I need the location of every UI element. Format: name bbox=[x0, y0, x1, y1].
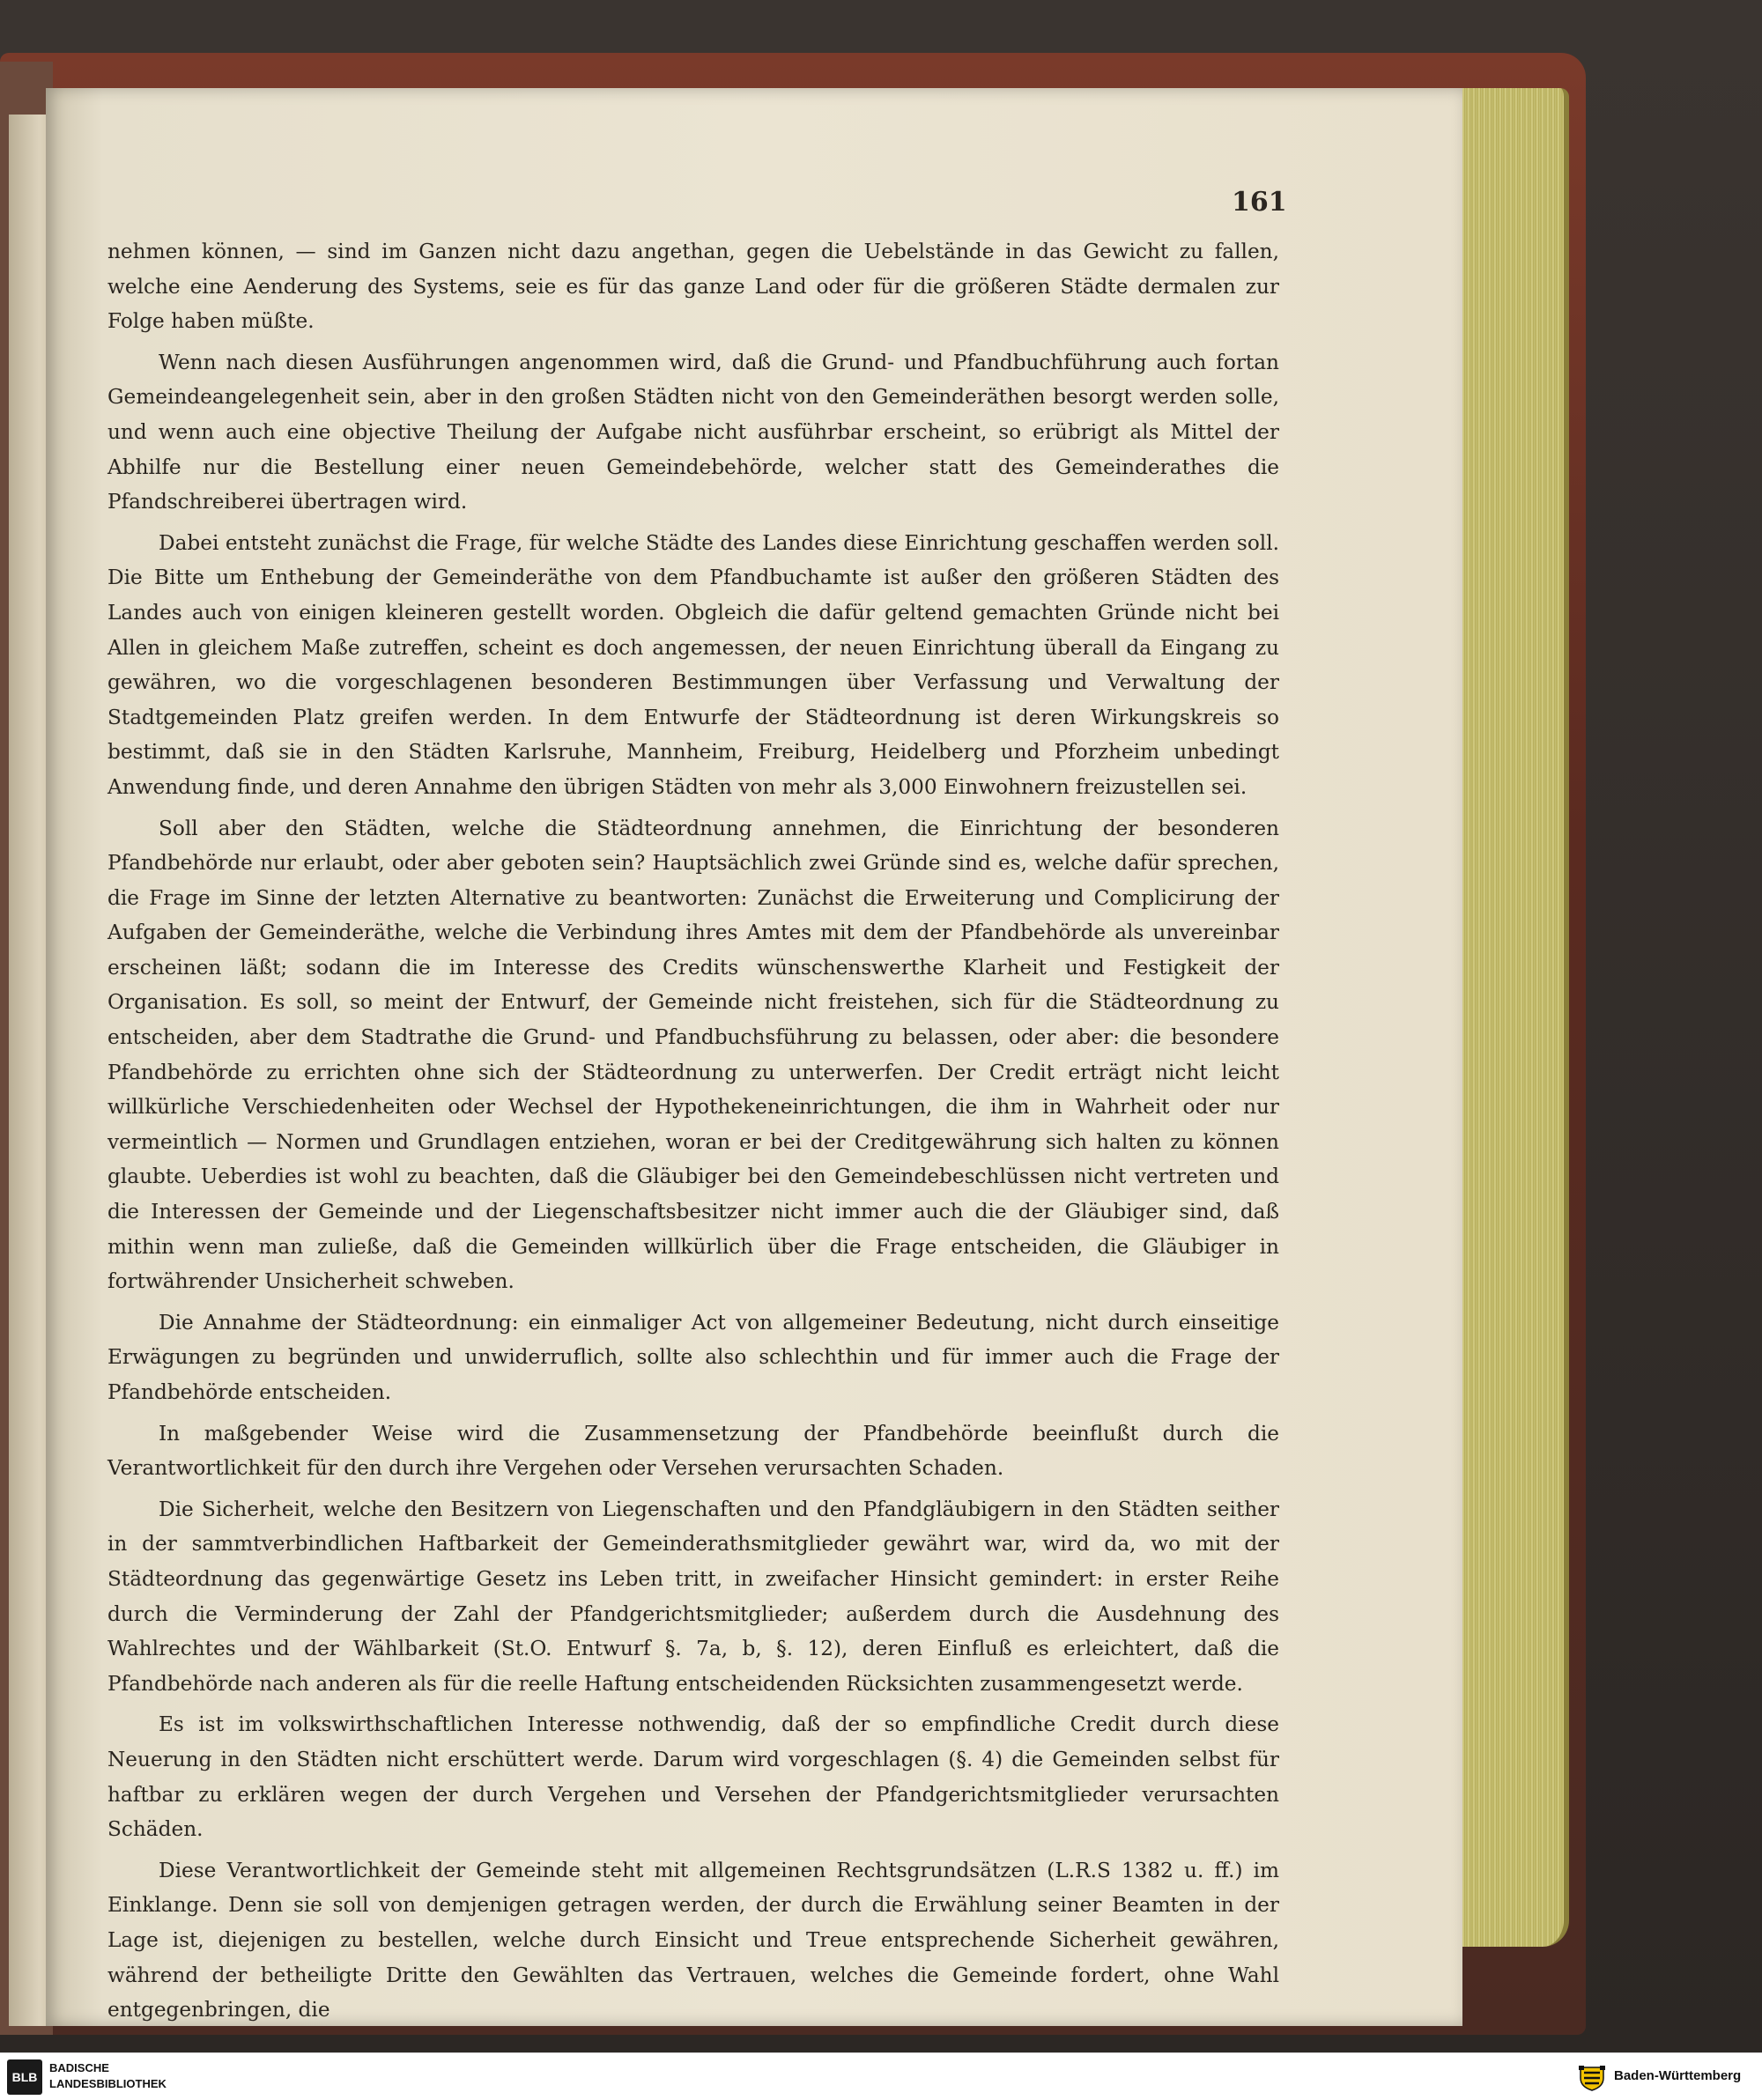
state-name: Baden-Württemberg bbox=[1614, 2068, 1742, 2083]
paragraph: Diese Verantwortlichkeit der Gemeinde steht mit allgemeinen Rechtsgrundsätzen (L.R.S 1382 u. ff.) im Einklange. Denn sie soll von demjenigen getragen werden, der durch die Erwählung seiner Beamten in der Lage ist, diejenigen zu bestellen, welche durch Einsicht und Treue entsprechende Sicherheit gewähren, während der betheiligte Dritte den Gewählten das Vertrauen, welches die Gemeinde fordert, ohne Wahl entgegenbringen, die bbox=[107, 1858, 1279, 2022]
footer-bar bbox=[0, 2052, 1762, 2100]
library-name bbox=[49, 2060, 167, 2092]
paragraph: Soll aber den Städten, welche die Städteordnung annehmen, die Einrichtung der besonderen Pfandbehörde nur erlaubt, oder aber geboten sein? Hauptsächlich zwei Gründe sind es, welche dafür sprechen, die Frage im Sinne der letzten Alternative zu beantworten: Zunächst die Erweiterung und Complicirung der Aufgaben der Gemeinderäthe, welche die Verbindung ihres Amtes mit dem der Pfandbehörde als unvereinbar erscheinen läßt; sodann die im Interesse des Credits wünschenswerthe Klarheit und Festigkeit der Organisation. Es soll, so meint der Entwurf, der Gemeinde nicht freistehen, sich für die Städteordnung zu entscheiden, aber dem Stadtrathe die Grund- und Pfandbuchsführung zu belassen, oder aber: die besondere Pfandbehörde zu errichten ohne sich der Städteordnung zu unterwerfen. Der Credit erträgt nicht leicht willkürliche Verschiedenheiten oder Wechsel der Hypothekeneinrichtungen, die ihm in Wahrheit oder nur vermeintlich — Normen und Grundlagen entziehen, woran er bei der Creditgewährung sich halten zu können glaubte. Ueberdies ist wohl zu beachten, daß die Gläubiger bei den Gemeindebeschlüssen nicht vertreten und die Interessen der Gemeinde und der Liegenschaftsbesitzer nicht immer auch die der Gläubiger sind, daß mithin wenn man zuließe, daß die Gemeinden willkürlich über die Frage entscheiden, die Gläubiger in fortwährender Unsicherheit schweben. bbox=[107, 816, 1279, 1294]
paragraph: Dabei entsteht zunächst die Frage, für welche Städte des Landes diese Einrichtung geschaffen werden soll. Die Bitte um Enthebung der Gemeinderäthe von dem Pfandbuchamte ist außer den größeren Städten des Landes auch von einigen kleineren gestellt worden. Obgleich die dafür geltend gemachten Gründe nicht bei Allen in gleichem Maße zutreffen, scheint es doch angemessen, der neuen Einrichtung überall da Eingang zu gewähren, wo die vorgeschlagenen besonderen Bestimmungen über Verfassung und Verwaltung der Stadtgemeinden Platz greifen werden. In dem Entwurfe der Städteordnung ist deren Wirkungskreis so bestimmt, daß sie in den Städten Karlsruhe, Mannheim, Freiburg, Heidelberg und Pforzheim unbedingt Anwendung finde, und deren Annahme den übrigen Städten von mehr als 3,000 Einwohnern freizustellen sei. bbox=[107, 530, 1279, 799]
paragraph: Es ist im volkswirthschaftlichen Interesse nothwendig, daß der so empfindliche Credit durch diese Neuerung in den Städten nicht erschüttert werde. Darum wird vorgeschlagen (§. 4) die Gemeinden selbst für haftbar zu erklären wegen der durch Vergehen und Versehen der Pfandgerichtsmitglieder verursachten Schäden. bbox=[107, 1712, 1279, 1842]
library-name-line1: BADISCHE bbox=[49, 2061, 109, 2074]
paragraph: Wenn nach diesen Ausführungen angenommen wird, daß die Grund- und Pfandbuchführung auch fortan Gemeindeangelegenheit sein, aber in den großen Städten nicht von den Gemeinderäthen besorgt werden solle, und wenn auch eine objective Theilung der Aufgabe nicht ausführbar erscheint, so erübrigt als Mittel der Abhilfe nur die Bestellung einer neuen Gemeindebehörde, welcher statt des Gemeinderathes die Pfandschreiberei übertragen wird. bbox=[107, 350, 1279, 514]
paragraph: Die Sicherheit, welche den Besitzern von Liegenschaften und den Pfandgläubigern in den Städten seither in der sammtverbindlichen Haftbarkeit der Gemeinderathsmitglieder gewährt war, wird da, wo mit der Städteordnung das gegenwärtige Gesetz ins Leben tritt, in zweifacher Hinsicht gemindert: in erster Reihe durch die Verminderung der Zahl der Pfandgerichtsmitglieder; außerdem durch die Ausdehnung des Wahlrechtes und der Wählbarkeit (St.O. Entwurf §. 7a, b, §. 12), deren Einfluß es erleichtert, daß die Pfandbehörde nach anderen als für die reelle Haftung entscheidenden Rücksichten zusammengesetzt werde. bbox=[107, 1497, 1279, 1696]
page-text bbox=[107, 234, 1279, 2034]
paragraph: nehmen können, — sind im Ganzen nicht dazu angethan, gegen die Uebelstände in das Gewicht zu fallen, welche eine Aenderung des Systems, seie es für das ganze Land oder für die größeren Städte dermalen zur Folge haben müßte. bbox=[107, 240, 1279, 334]
library-name-line2: LANDESBIBLIOTHEK bbox=[49, 2077, 167, 2090]
page-number: 161 bbox=[1232, 187, 1287, 218]
gilt-page-edges bbox=[1449, 88, 1569, 1947]
blb-logo: BLB bbox=[7, 2059, 42, 2095]
paragraph: Die Annahme der Städteordnung: ein einmaliger Act von allgemeiner Bedeutung, nicht durch einseitige Erwägungen zu begründen und unwiderruflich, sollte also schlechthin und für immer auch die Frage der Pfandbehörde entscheiden. bbox=[107, 1310, 1279, 1404]
paragraph: In maßgebender Weise wird die Zusammensetzung der Pfandbehörde beeinflußt durch die Verantwortlichkeit für den durch ihre Vergehen oder Versehen verursachten Schaden. bbox=[107, 1421, 1279, 1481]
coat-of-arms-icon bbox=[1577, 2062, 1607, 2092]
